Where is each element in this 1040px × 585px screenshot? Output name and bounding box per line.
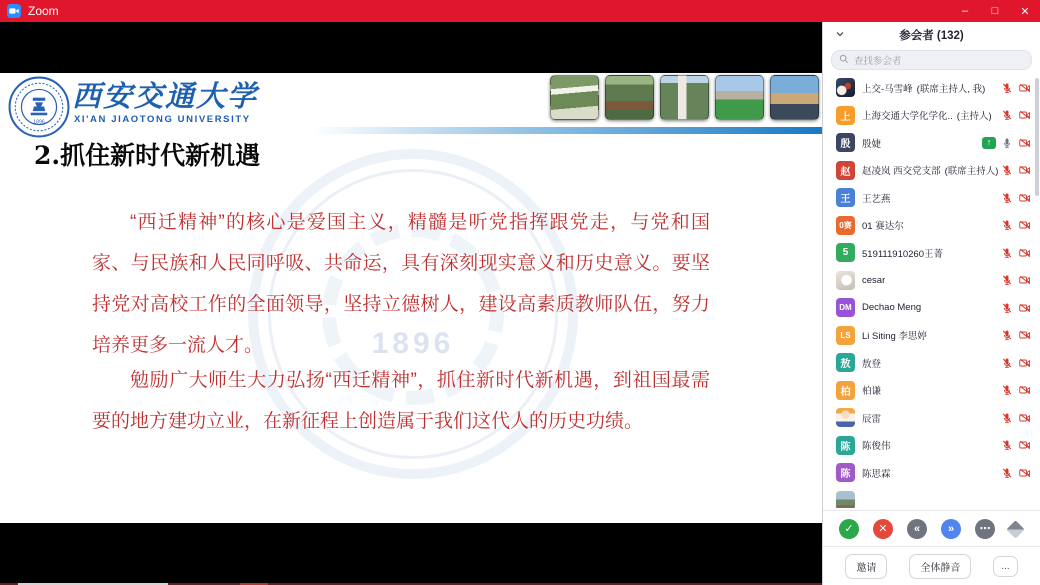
campus-photo-gate [550, 75, 599, 120]
mic-muted-icon [1001, 357, 1013, 369]
chevron-down-icon[interactable] [835, 29, 845, 39]
mic-muted-icon [1001, 109, 1013, 121]
mic-muted-icon [1001, 164, 1013, 176]
participant-name: 王艺燕 [862, 193, 891, 205]
participant-row[interactable] [823, 239, 1040, 267]
participant-row[interactable] [823, 184, 1040, 212]
participant-status-icons [1001, 274, 1032, 286]
participant-row[interactable] [823, 322, 1040, 350]
participant-name: 陈俊伟 [862, 441, 891, 453]
feedback-yes-icon[interactable]: ✓ [839, 519, 859, 539]
camera-off-icon [1018, 82, 1032, 94]
campus-photo-strip [550, 75, 819, 120]
participant-avatar: 王 [836, 188, 855, 207]
participant-name: 敖登 [862, 358, 882, 370]
camera-off-icon [1018, 439, 1032, 451]
mic-muted-icon [1001, 302, 1013, 314]
mic-muted-icon [1001, 247, 1013, 259]
camera-off-icon [1018, 219, 1032, 231]
participant-row[interactable] [823, 349, 1040, 377]
participant-status-icons [1001, 192, 1032, 204]
slide-title: 2.抓住新时代新机遇 [34, 141, 261, 170]
participant-status-icons [982, 137, 1032, 149]
participant-status-icons [1001, 412, 1032, 424]
camera-off-icon [1018, 329, 1032, 341]
camera-off-icon [1018, 192, 1032, 204]
participant-name: 上交-马雪峰 [862, 83, 913, 95]
camera-off-icon [1018, 274, 1032, 286]
participant-avatar: 敖 [836, 353, 855, 372]
participant-avatar: 上 [836, 106, 855, 125]
participant-avatar: 5 [836, 243, 855, 262]
window-title: Zoom [28, 4, 59, 18]
participant-name: Li Siting 李思婷 [862, 331, 927, 343]
slide-paragraph-1: “西迁精神”的核心是爱国主义，精髓是听党指挥跟党走，与党和国家、与民族和人民同呼吸、共命运，具有深刻现实意义和历史意义。要坚持党对高校工作的全面领导，坚持立德树人，建设高素质教师队伍，努力培养更多一流人才。 [92, 212, 710, 356]
search-input[interactable] [831, 50, 1032, 70]
participant-status-icons [1001, 302, 1032, 314]
panel-footer-buttons [823, 547, 1040, 585]
participant-avatar: LS [836, 326, 855, 345]
search-icon [839, 54, 849, 67]
participant-role: (主持人) [956, 111, 992, 123]
participant-role: (联席主持人, 我) [916, 83, 986, 95]
campus-photo-statue [605, 75, 654, 120]
participant-avatar: 赵 [836, 161, 855, 180]
mic-muted-icon [1001, 384, 1013, 396]
screen-share-icon: ↑ [982, 137, 996, 149]
camera-off-icon [1018, 412, 1032, 424]
participant-status-icons [1001, 357, 1032, 369]
participant-status-icons [1001, 82, 1032, 94]
participants-header [823, 22, 1040, 48]
campus-photo-field [715, 75, 764, 120]
window-controls [950, 0, 1040, 22]
participant-row[interactable] [823, 294, 1040, 322]
more-button[interactable]: ... [993, 556, 1017, 577]
participant-avatar [836, 271, 855, 290]
mute-all-button[interactable]: 全体静音 [909, 554, 971, 579]
camera-off-icon [1018, 467, 1032, 479]
participant-row[interactable] [823, 267, 1040, 295]
slide-paragraph-2: 勉励广大师生大力弘扬“西迁精神”，抓住新时代新机遇，到祖国最需要的地方建功立业，在新征程上创造属于我们这代人的历史功绩。 [92, 370, 710, 432]
participant-status-icons [1001, 164, 1032, 176]
mic-icon [1001, 137, 1013, 149]
participant-avatar: 陈 [836, 436, 855, 455]
university-name-cn: 西安交通大学 [72, 79, 259, 113]
participant-name: Dechao Meng [862, 302, 922, 314]
participant-name: 上海交通大学化学化.. [862, 111, 953, 123]
mic-muted-icon [1001, 82, 1013, 94]
slide-header-rule [0, 127, 822, 134]
mic-muted-icon [1001, 219, 1013, 231]
minimize-button[interactable]: – [961, 5, 969, 17]
feedback-faster-icon[interactable]: » [941, 519, 961, 539]
watermark-year: 1896 [371, 327, 455, 360]
participant-avatar [836, 408, 855, 427]
participant-row[interactable] [823, 157, 1040, 185]
participant-name: 陈思霖 [862, 468, 891, 480]
campus-photo-plaza [770, 75, 819, 120]
participant-row[interactable] [823, 404, 1040, 432]
feedback-more-icon[interactable]: ⋯ [975, 519, 995, 539]
participant-name: 01 赛达尔 [862, 221, 904, 233]
participant-status-icons [1001, 467, 1032, 479]
participant-avatar: DM [836, 298, 855, 317]
presentation-slide [0, 73, 822, 523]
participant-name: 519111910260王菁 [862, 248, 943, 260]
invite-button[interactable]: 邀请 [845, 554, 887, 579]
participant-avatar: 0赛 [836, 216, 855, 235]
participant-status-icons [1001, 439, 1032, 451]
participant-avatar: 柏 [836, 381, 855, 400]
participants-panel [822, 22, 1040, 585]
scrollbar-thumb[interactable] [1035, 78, 1039, 196]
mic-muted-icon [1001, 329, 1013, 341]
divider [823, 510, 1040, 511]
maximize-button[interactable]: □ [991, 5, 999, 17]
mic-muted-icon [1001, 439, 1013, 451]
camera-off-icon [1018, 384, 1032, 396]
search-placeholder: 查找参会者 [854, 56, 902, 67]
camera-off-icon [1018, 247, 1032, 259]
participant-role: (联席主持人) [944, 166, 999, 178]
participant-avatar [836, 78, 855, 97]
participant-status-icons [1001, 219, 1032, 231]
shared-screen-area [0, 22, 822, 585]
participant-name: 柏谦 [862, 386, 882, 398]
participant-row[interactable] [823, 487, 1040, 509]
participant-name: 殷婕 [862, 138, 882, 150]
mic-muted-icon [1001, 274, 1013, 286]
participant-row[interactable] [823, 102, 1040, 130]
university-name-en: XI'AN JIAOTONG UNIVERSITY [74, 114, 251, 125]
feedback-no-icon[interactable]: ✕ [873, 519, 893, 539]
participant-row[interactable] [823, 432, 1040, 460]
participant-name: cesar [862, 274, 886, 286]
participant-row[interactable] [823, 459, 1040, 487]
mic-muted-icon [1001, 192, 1013, 204]
participant-row[interactable] [823, 129, 1040, 157]
camera-off-icon [1018, 302, 1032, 314]
participant-avatar [836, 491, 855, 508]
participant-list[interactable] [823, 74, 1040, 508]
mic-muted-icon [1001, 412, 1013, 424]
close-button[interactable]: ✕ [1020, 5, 1030, 18]
participants-title: 参会者 (132) [899, 30, 964, 42]
participant-row[interactable] [823, 212, 1040, 240]
participant-name: 辰雷 [862, 413, 882, 425]
window-titlebar [0, 0, 1040, 22]
participant-avatar: 殷 [836, 133, 855, 152]
participant-row[interactable] [823, 377, 1040, 405]
feedback-clear-icon[interactable] [1006, 520, 1024, 538]
camera-off-icon [1018, 164, 1032, 176]
camera-off-icon [1018, 357, 1032, 369]
nonverbal-feedback-row [823, 512, 1040, 546]
participant-status-icons [1001, 109, 1032, 121]
camera-off-icon [1018, 137, 1032, 149]
participant-avatar: 陈 [836, 463, 855, 482]
mic-muted-icon [1001, 467, 1013, 479]
participant-status-icons [1001, 384, 1032, 396]
participant-name: 赵凌岚 西交党支部 [862, 166, 941, 178]
participant-row[interactable] [823, 74, 1040, 102]
participant-status-icons [1001, 329, 1032, 341]
camera-off-icon [1018, 109, 1032, 121]
feedback-slower-icon[interactable]: « [907, 519, 927, 539]
participant-status-icons [1001, 247, 1032, 259]
svg-text:1896: 1896 [33, 119, 45, 126]
zoom-app-icon [7, 4, 21, 18]
campus-photo-monument [660, 75, 709, 120]
